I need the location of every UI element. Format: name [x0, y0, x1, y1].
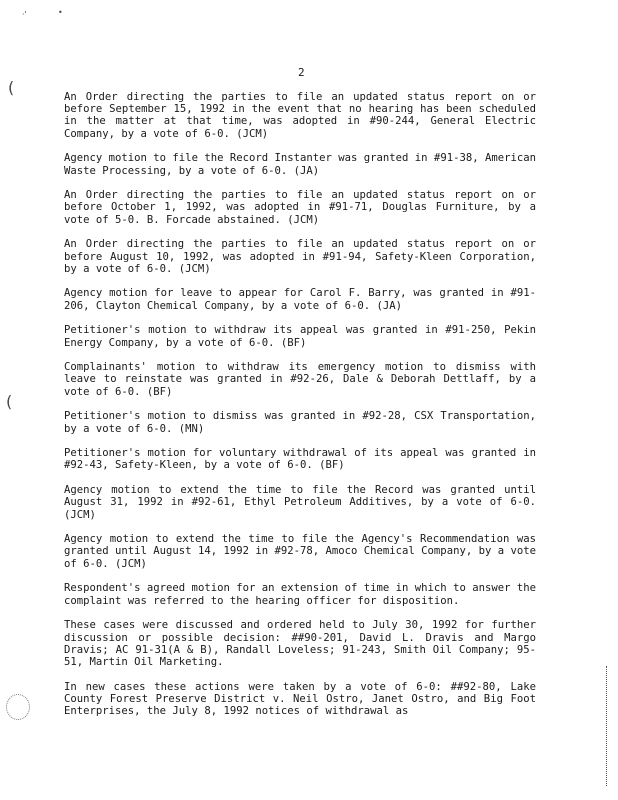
circular-stamp-mark: [6, 694, 30, 720]
scan-edge-dots: [606, 666, 608, 786]
paragraph: Agency motion for leave to appear for Carol F. Barry, was granted in #91-206, Clayton Chemical Company, by a vote of 6-0. (JA): [64, 287, 536, 312]
scan-speck: •: [58, 8, 63, 17]
paragraph: Complainants' motion to withdraw its emergency motion to dismiss with leave to reinstate was granted in #92-26, Dale & Deborah Dettlaff, by a vote of 6-0. (BF): [64, 361, 536, 398]
scan-speck: ·': [22, 10, 27, 19]
paragraph: Petitioner's motion to dismiss was granted in #92-28, CSX Transportation, by a vote of 6-0. (MN): [64, 410, 536, 435]
paragraph: Agency motion to extend the time to file the Agency's Recommendation was granted until August 14, 1992 in #92-78, Amoco Chemical Company, by a vote of 6-0. (JCM): [64, 533, 536, 570]
paragraph: Petitioner's motion for voluntary withdrawal of its appeal was granted in #92-43, Safety-Kleen, by a vote of 6-0. (BF): [64, 447, 536, 472]
paragraph: An Order directing the parties to file an updated status report on or before September 15, 1992 in the event that no hearing has been scheduled in the matter at that time, was adopted in #90-244, General Electric Company, by a vote of 6-0. (JCM): [64, 91, 536, 140]
paragraph: Respondent's agreed motion for an extension of time in which to answer the complaint was referred to the hearing officer for disposition.: [64, 582, 536, 607]
paragraph: Petitioner's motion to withdraw its appeal was granted in #91-250, Pekin Energy Company, by a vote of 6-0. (BF): [64, 324, 536, 349]
paragraph: Agency motion to extend the time to file the Record was granted until August 31, 1992 in #92-61, Ethyl Petroleum Additives, by a vote of 6-0. (JCM): [64, 484, 536, 521]
hole-punch-mark: (: [6, 392, 13, 411]
paragraph: An Order directing the parties to file an updated status report on or before August 10, 1992, was adopted in #91-94, Safety-Kleen Corporation, by a vote of 6-0. (JCM): [64, 238, 536, 275]
document-body: [64, 91, 536, 730]
page-number: 2: [298, 66, 305, 79]
hole-punch-mark: (: [8, 78, 15, 97]
paragraph: In new cases these actions were taken by a vote of 6-0: ##92-80, Lake County Forest Preserve District v. Neil Ostro, Janet Ostro, and Big Foot Enterprises, the July 8, 1992 notices of withdrawal as: [64, 680, 536, 718]
paragraph: Agency motion to file the Record Instanter was granted in #91-38, American Waste Processing, by a vote of 6-0. (JA): [64, 152, 536, 177]
paragraph: An Order directing the parties to file an updated status report on or before October 1, 1992, was adopted in #91-71, Douglas Furniture, by a vote of 5-0. B. Forcade abstained. (JCM): [64, 189, 536, 226]
paragraph: These cases were discussed and ordered held to July 30, 1992 for further discussion or possible decision: ##90-201, David L. Dravis and Margo Dravis; AC 91-31(A & B), Randall Loveless; 91-243, Smith Oil Company; 95-51, Martin Oil Marketing.: [64, 619, 536, 668]
